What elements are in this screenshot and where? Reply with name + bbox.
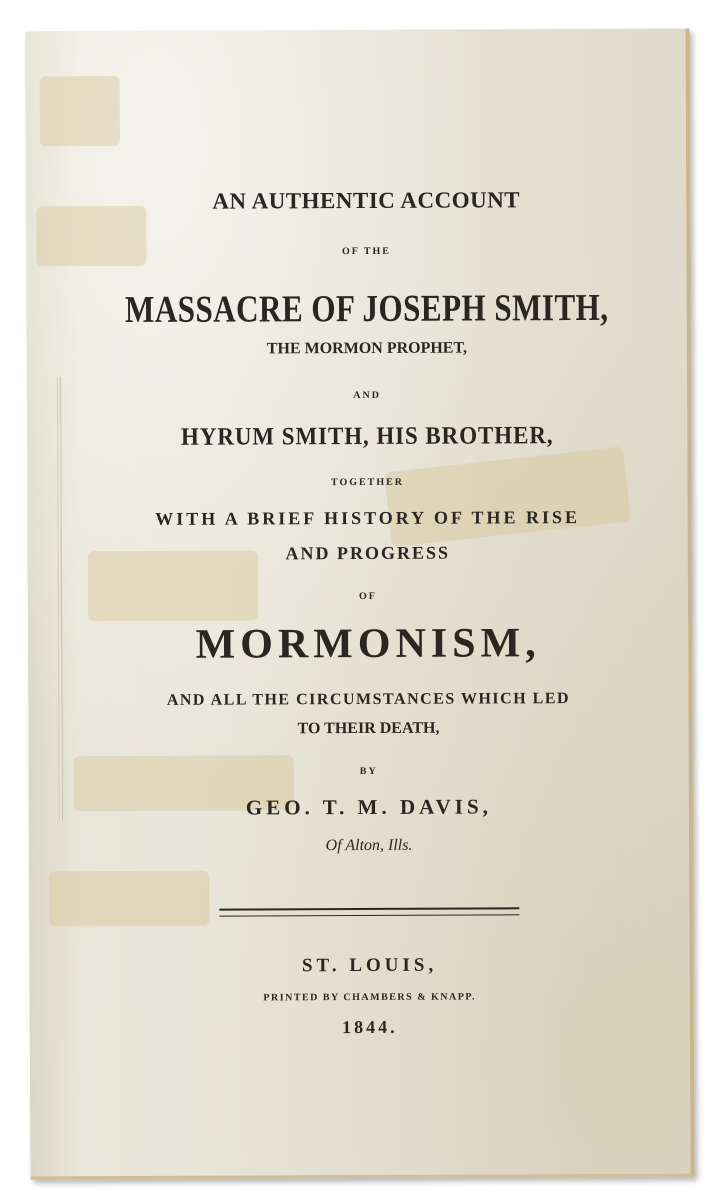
author-place: Of Alton, Ills. xyxy=(325,836,413,855)
pamphlet-title-page xyxy=(25,29,694,1180)
double-rule-divider xyxy=(219,907,519,916)
paper-stain xyxy=(40,76,120,146)
imprint-printer: PRINTED BY CHAMBERS & KNAPP. xyxy=(263,991,477,1004)
title-line-hyrum-smith: HYRUM SMITH, HIS BROTHER, xyxy=(180,422,554,451)
connector-of-the: OF THE xyxy=(341,245,391,258)
connector-of: OF xyxy=(358,590,377,603)
imprint-city: ST. LOUIS, xyxy=(301,954,438,977)
title-line-mormon-prophet: THE MORMON PROPHET, xyxy=(266,339,467,358)
title-line-brief-history: WITH A BRIEF HISTORY OF THE RISE xyxy=(155,507,581,529)
author-name: GEO. T. M. DAVIS, xyxy=(245,794,492,820)
title-line-authentic-account: AN AUTHENTIC ACCOUNT xyxy=(212,187,521,214)
paper-stain xyxy=(384,447,631,548)
connector-by: BY xyxy=(359,765,378,778)
title-line-and-progress: AND PROGRESS xyxy=(285,542,451,564)
connector-together: TOGETHER xyxy=(330,476,405,489)
stitched-spine xyxy=(57,376,63,821)
title-line-their-death: TO THEIR DEATH, xyxy=(297,719,440,738)
connector-and: AND xyxy=(353,389,381,402)
title-line-circumstances: AND ALL THE CIRCUMSTANCES WHICH LED xyxy=(166,690,571,709)
title-line-massacre: MASSACRE OF JOSEPH SMITH, xyxy=(124,286,609,332)
title-line-mormonism: MORMONISM, xyxy=(195,620,541,668)
paper-stain xyxy=(49,871,209,927)
title-page-text xyxy=(65,29,665,1038)
imprint-year: 1844. xyxy=(342,1016,398,1038)
